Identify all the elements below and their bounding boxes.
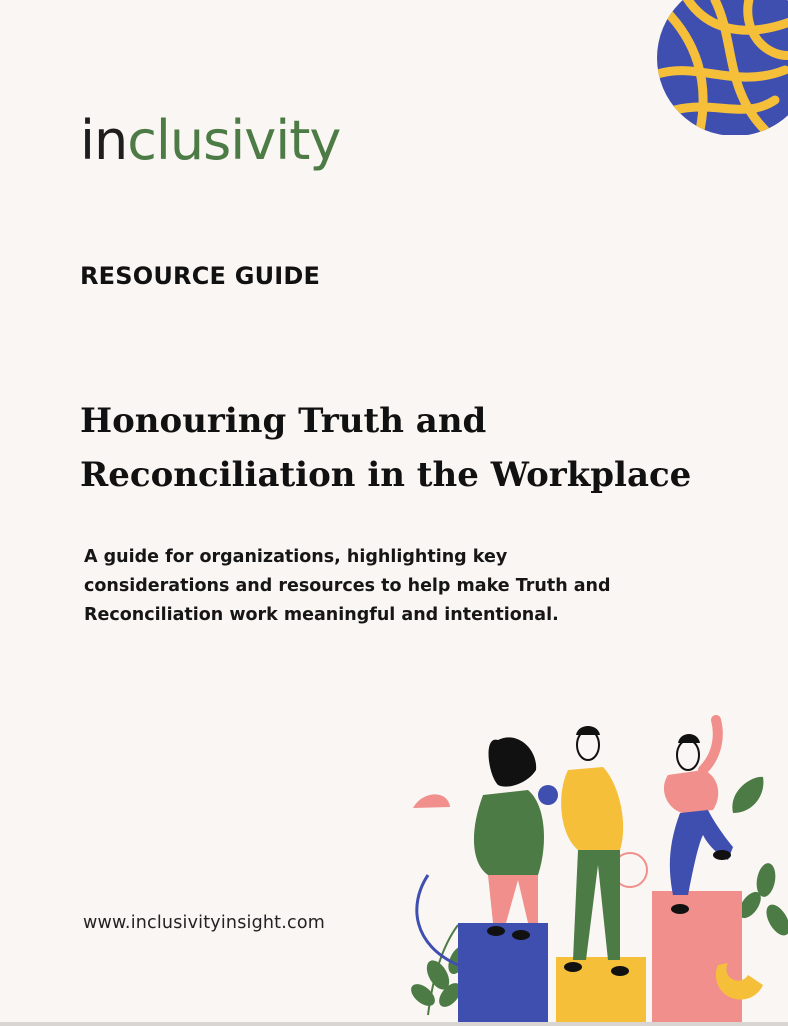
title-line-1: Honouring Truth and — [80, 401, 487, 441]
leaf-shape-green — [732, 777, 763, 813]
title-line-2: Reconciliation in the Workplace — [80, 455, 692, 495]
resource-guide-label: RESOURCE GUIDE — [80, 262, 321, 290]
leaf-shape-pink — [413, 794, 450, 808]
podium-blue — [458, 923, 548, 1026]
people-on-podiums-illustration — [388, 695, 788, 1026]
figure-middle — [561, 726, 629, 976]
page-bottom-edge — [0, 1022, 788, 1026]
subtitle-line-1: A guide for organizations, highlighting key — [84, 547, 508, 567]
subtitle-line-3: Reconciliation work meaningful and intentional. — [84, 605, 559, 625]
inclusivity-logo: inclusivity — [80, 109, 341, 172]
figure-right — [664, 720, 733, 914]
document-title — [80, 394, 760, 502]
podium-pink — [652, 891, 742, 1026]
figure-left — [474, 737, 558, 940]
subtitle-line-2: considerations and resources to help make Truth and — [84, 576, 611, 596]
decorative-circle-pattern — [655, 0, 788, 135]
document-subtitle — [84, 543, 664, 630]
leaf-plant-right — [735, 862, 788, 940]
website-url: www.inclusivityinsight.com — [83, 913, 325, 933]
